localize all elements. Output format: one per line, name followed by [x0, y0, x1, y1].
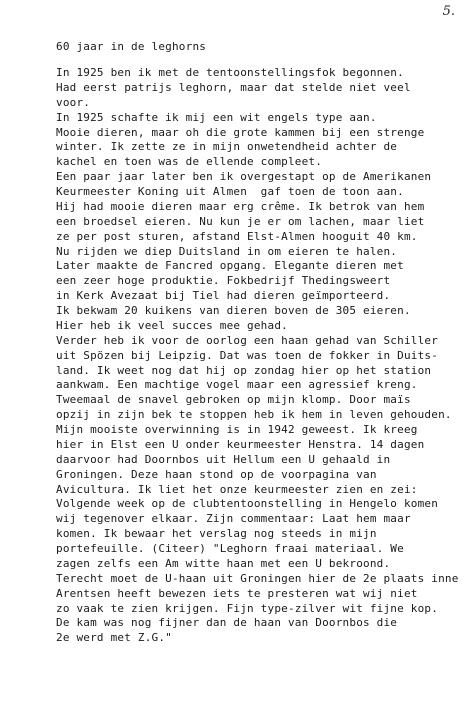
text-line: Hij had mooie dieren maar erg crême. Ik betrok van hem [56, 199, 425, 213]
text-line: Mijn mooiste overwinning is in 1942 geweest. Ik kreeg [56, 423, 418, 436]
text-line: Volgende week op de clubtentoonstelling in Hengelo komen [56, 497, 439, 511]
text-line: wij tegenover elkaar. Zijn commentaar: Laat hem maar [56, 512, 411, 526]
text-line: zo vaak te zien krijgen. Fijn type-zilver wit fijne kop. [56, 601, 439, 615]
text-line: voor. [56, 95, 91, 109]
text-line: in Kerk Avezaat bij Tiel had dieren geïmporteerd. [56, 289, 391, 303]
text-line: ze per post sturen, afstand Elst-Almen hooguit 40 km. [56, 229, 418, 243]
body-text [56, 66, 469, 646]
text-line: portefeuille. (Citeer) "Leghorn fraai materiaal. We [56, 542, 404, 555]
text-line: Keurmeester Koning uit Almen gaf toen de toon aan. [56, 185, 404, 198]
text-line: Een paar jaar later ben ik overgestapt op de Amerikanen [56, 170, 432, 184]
text-line: Verder heb ik voor de oorlog een haan gehad van Schiller [56, 333, 439, 347]
text-line: Avicultura. Ik liet het onze keurmeester zien en zei: [56, 482, 418, 496]
text-line: opzij in zijn bek te stoppen heb ik hem in leven gehouden. [56, 408, 452, 422]
text-line: aankwam. Een machtige vogel maar een agressief kreng. [56, 378, 418, 392]
text-line: winter. Ik zette ze in mijn onwetendheid achter de [56, 140, 398, 154]
text-line: Mooie dieren, maar oh die grote kammen bij een strenge [56, 125, 425, 139]
text-line: Groningen. Deze haan stond op de voorpagina van [56, 467, 377, 481]
text-line: daarvoor had Doornbos uit Hellum een U gehaald in [56, 452, 391, 466]
text-line: 2e werd met Z.G." [56, 631, 172, 645]
text-line: Ik bekwam 20 kuikens van dieren boven de 305 eieren. [56, 304, 411, 317]
text-line: Arentsen heeft bewezen iets te presteren wat wij niet [56, 586, 418, 600]
page-number: 5. [442, 4, 455, 19]
text-line: een zeer hoge produktie. Fokbedrijf Thedingsweert [56, 274, 391, 288]
text-line: In 1925 ben ik met de tentoonstellingsfok begonnen. [56, 66, 404, 79]
document-title: 60 jaar in de leghorns [56, 40, 207, 53]
text-line: Tweemaal de snavel gebroken op mijn klomp. Door maïs [56, 393, 411, 407]
text-line: kachel en toen was de ellende compleet. [56, 155, 323, 169]
text-line: Terecht moet de U-haan uit Groningen hier de 2e plaats inne [56, 571, 459, 585]
text-line: De kam was nog fijner dan de haan van Doornbos die [56, 616, 398, 630]
text-line: een broedsel eieren. Nu kun je er om lachen, maar liet [56, 214, 425, 228]
text-line: Nu rijden we diep Duitsland in om eieren te halen. [56, 244, 398, 258]
text-line: Later maakte de Fancred opgang. Elegante dieren met [56, 259, 404, 273]
text-line: Hier heb ik veel succes mee gehad. [56, 318, 288, 332]
text-line: land. Ik weet nog dat hij op zondag hier op het station [56, 363, 432, 377]
text-line: komen. Ik bewaar het verslag nog steeds in mijn [56, 527, 377, 541]
text-line: Had eerst patrijs leghorn, maar dat stelde niet veel [56, 80, 411, 94]
text-line: hier in Elst een U onder keurmeester Henstra. 14 dagen [56, 437, 425, 451]
text-line: zagen zelfs een Am witte haan met een U bekroond. [56, 556, 391, 570]
text-line: uit Spözen bij Leipzig. Dat was toen de fokker in Duits- [56, 348, 439, 362]
text-line: In 1925 schafte ik mij een wit engels type aan. [56, 110, 377, 124]
